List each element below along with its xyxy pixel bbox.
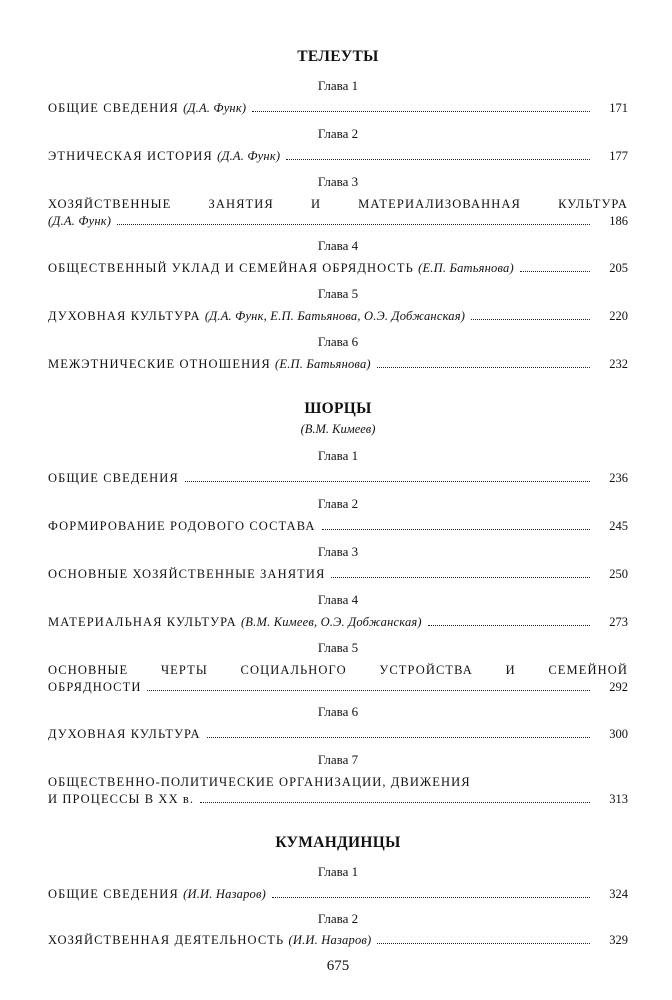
dot-leader bbox=[331, 577, 590, 578]
chapter-label: Глава 6 bbox=[317, 334, 359, 349]
entry-page: 329 bbox=[609, 933, 628, 947]
chapter-label: Глава 1 bbox=[317, 448, 359, 463]
chapter-label: Глава 4 bbox=[317, 238, 359, 253]
entry-page: 300 bbox=[609, 727, 628, 741]
entry-title: ХОЗЯЙСТВЕННЫЕ ЗАНЯТИЯ И МАТЕРИАЛИЗОВАННАЯ КУЛЬТУРА bbox=[48, 197, 628, 211]
entry-title: ОБЩИЕ СВЕДЕНИЯ bbox=[48, 101, 179, 115]
toc-entry[interactable] bbox=[48, 308, 628, 325]
toc-entry[interactable] bbox=[48, 148, 628, 165]
entry-page: 245 bbox=[609, 519, 628, 533]
section-author: (В.М. Кимеев) bbox=[300, 422, 376, 436]
section-title-kumandins: КУМАНДИНЦЫ bbox=[275, 834, 401, 851]
dot-leader bbox=[272, 897, 590, 898]
entry-author: (Д.А. Функ) bbox=[217, 149, 281, 163]
chapter-label: Глава 7 bbox=[317, 752, 359, 767]
entry-author: (Е.П. Батьянова) bbox=[275, 357, 371, 371]
entry-title: ОСНОВНЫЕ ХОЗЯЙСТВЕННЫЕ ЗАНЯТИЯ bbox=[48, 567, 326, 581]
entry-title: ОБЩИЕ СВЕДЕНИЯ bbox=[48, 887, 179, 901]
entry-title-cont: И ПРОЦЕССЫ В XX в. bbox=[48, 792, 195, 806]
entry-title: ЭТНИЧЕСКАЯ ИСТОРИЯ bbox=[48, 149, 213, 163]
toc-entry[interactable] bbox=[48, 662, 628, 696]
dot-leader bbox=[147, 690, 590, 691]
entry-author: (И.И. Назаров) bbox=[288, 933, 372, 947]
dot-leader bbox=[322, 529, 590, 530]
toc-entry[interactable] bbox=[48, 566, 628, 583]
entry-title: ОСНОВНЫЕ ЧЕРТЫ СОЦИАЛЬНОГО УСТРОЙСТВА И СЕМЕЙНОЙ bbox=[48, 663, 628, 677]
entry-page: 236 bbox=[609, 471, 628, 485]
entry-title: ДУХОВНАЯ КУЛЬТУРА bbox=[48, 727, 201, 741]
toc-entry[interactable] bbox=[48, 470, 628, 487]
entry-author: (Д.А. Функ) bbox=[183, 101, 247, 115]
dot-leader bbox=[200, 802, 590, 803]
entry-page: 177 bbox=[609, 149, 628, 163]
chapter-label: Глава 5 bbox=[317, 640, 359, 655]
entry-page: 205 bbox=[609, 261, 628, 275]
toc-entry[interactable] bbox=[48, 886, 628, 903]
page-number: 675 bbox=[326, 958, 350, 974]
entry-title: ХОЗЯЙСТВЕННАЯ ДЕЯТЕЛЬНОСТЬ bbox=[48, 933, 285, 947]
entry-title: ФОРМИРОВАНИЕ РОДОВОГО СОСТАВА bbox=[48, 519, 316, 533]
entry-page: 186 bbox=[609, 214, 628, 228]
entry-page: 292 bbox=[609, 680, 628, 694]
dot-leader bbox=[207, 737, 590, 738]
chapter-label: Глава 2 bbox=[317, 911, 359, 926]
dot-leader bbox=[377, 367, 590, 368]
dot-leader bbox=[252, 111, 590, 112]
entry-page: 220 bbox=[609, 309, 628, 323]
chapter-label: Глава 2 bbox=[317, 496, 359, 511]
dot-leader bbox=[471, 319, 590, 320]
entry-title: ОБЩИЕ СВЕДЕНИЯ bbox=[48, 471, 179, 485]
toc-entry[interactable] bbox=[48, 356, 628, 373]
section-title-teleuts: ТЕЛЕУТЫ bbox=[297, 48, 379, 65]
toc-entry[interactable] bbox=[48, 726, 628, 743]
dot-leader bbox=[428, 625, 590, 626]
toc-entry[interactable] bbox=[48, 100, 628, 117]
toc-entry[interactable] bbox=[48, 518, 628, 535]
toc-entry[interactable] bbox=[48, 774, 628, 808]
chapter-label: Глава 3 bbox=[317, 544, 359, 559]
toc-entry[interactable] bbox=[48, 260, 628, 277]
chapter-label: Глава 1 bbox=[317, 78, 359, 93]
entry-author: (Д.А. Функ) bbox=[48, 214, 112, 228]
entry-title-cont: ОБРЯДНОСТИ bbox=[48, 680, 142, 694]
chapter-label: Глава 4 bbox=[317, 592, 359, 607]
dot-leader bbox=[117, 224, 590, 225]
entry-page: 232 bbox=[609, 357, 628, 371]
entry-title: ДУХОВНАЯ КУЛЬТУРА bbox=[48, 309, 201, 323]
chapter-label: Глава 3 bbox=[317, 174, 359, 189]
entry-author: (Е.П. Батьянова) bbox=[418, 261, 514, 275]
dot-leader bbox=[286, 159, 590, 160]
toc-entry[interactable] bbox=[48, 614, 628, 631]
entry-page: 313 bbox=[609, 792, 628, 806]
entry-author: (Д.А. Функ, Е.П. Батьянова, О.Э. Добжанская) bbox=[204, 309, 466, 323]
entry-title: ОБЩЕСТВЕННО-ПОЛИТИЧЕСКИЕ ОРГАНИЗАЦИИ, ДВИЖЕНИЯ bbox=[48, 775, 471, 789]
chapter-label: Глава 2 bbox=[317, 126, 359, 141]
entry-title: МАТЕРИАЛЬНАЯ КУЛЬТУРА bbox=[48, 615, 237, 629]
entry-author: (И.И. Назаров) bbox=[183, 887, 266, 901]
toc-page bbox=[48, 0, 628, 1000]
entry-page: 250 bbox=[609, 567, 628, 581]
section-title-shors: ШОРЦЫ bbox=[304, 400, 372, 417]
entry-author: (В.М. Кимеев, О.Э. Добжанская) bbox=[240, 615, 422, 629]
entry-page: 171 bbox=[609, 101, 628, 115]
toc-entry[interactable] bbox=[48, 196, 628, 230]
toc-entry[interactable] bbox=[48, 932, 628, 949]
chapter-label: Глава 6 bbox=[317, 704, 359, 719]
entry-title: МЕЖЭТНИЧЕСКИЕ ОТНОШЕНИЯ bbox=[48, 357, 271, 371]
entry-page: 324 bbox=[609, 887, 628, 901]
entry-title: ОБЩЕСТВЕННЫЙ УКЛАД И СЕМЕЙНАЯ ОБРЯДНОСТЬ bbox=[48, 261, 414, 275]
dot-leader bbox=[377, 943, 590, 944]
chapter-label: Глава 1 bbox=[317, 864, 359, 879]
entry-page: 273 bbox=[609, 615, 628, 629]
chapter-label: Глава 5 bbox=[317, 286, 359, 301]
dot-leader bbox=[185, 481, 590, 482]
dot-leader bbox=[520, 271, 590, 272]
